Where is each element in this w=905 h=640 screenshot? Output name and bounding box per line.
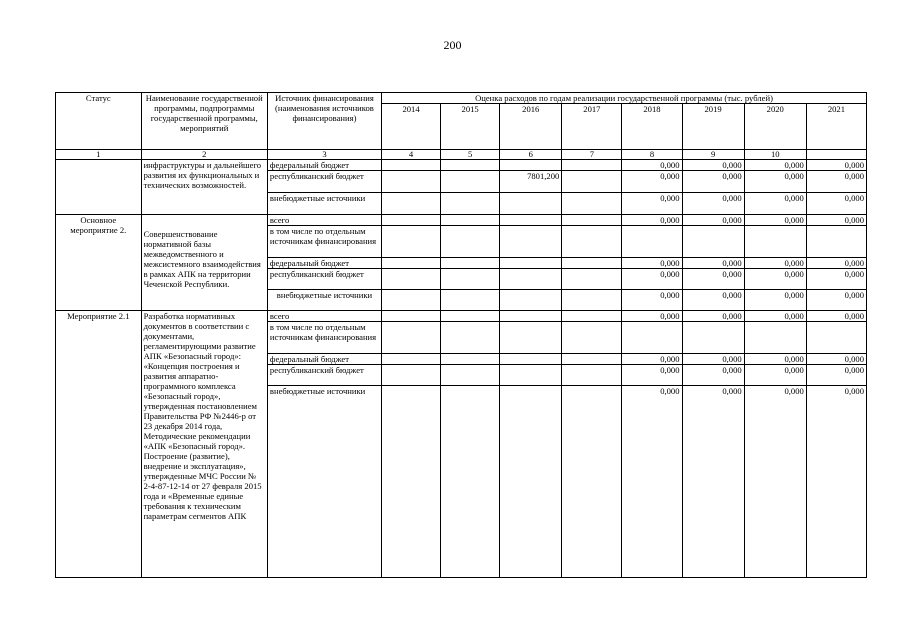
table-row xyxy=(56,311,867,322)
amount-cell xyxy=(562,215,622,226)
amount-cell xyxy=(441,311,500,322)
amount-cell: 0,000 xyxy=(622,215,682,226)
funding-source-cell: федеральный бюджет xyxy=(267,160,381,171)
amount-cell xyxy=(441,290,500,311)
amount-cell: 0,000 xyxy=(622,171,682,193)
amount-cell: 0,000 xyxy=(806,171,866,193)
amount-cell xyxy=(382,193,441,215)
column-number: 7 xyxy=(562,150,622,160)
amount-cell: 0,000 xyxy=(682,311,744,322)
amount-cell xyxy=(500,311,562,322)
amount-cell: 0,000 xyxy=(622,354,682,365)
amount-cell xyxy=(441,322,500,354)
amount-cell xyxy=(382,322,441,354)
column-number: 6 xyxy=(500,150,562,160)
amount-cell xyxy=(562,386,622,578)
amount-cell xyxy=(500,160,562,171)
amount-cell xyxy=(441,171,500,193)
amount-cell xyxy=(500,290,562,311)
amount-cell xyxy=(562,160,622,171)
header-year: 2018 xyxy=(622,104,682,150)
amount-cell xyxy=(622,226,682,258)
column-number: 8 xyxy=(622,150,682,160)
column-number: 4 xyxy=(382,150,441,160)
amount-cell xyxy=(382,215,441,226)
amount-cell: 0,000 xyxy=(806,215,866,226)
amount-cell: 0,000 xyxy=(682,354,744,365)
amount-cell: 0,000 xyxy=(682,193,744,215)
column-number: 2 xyxy=(141,150,267,160)
amount-cell: 0,000 xyxy=(806,193,866,215)
amount-cell: 0,000 xyxy=(682,290,744,311)
amount-cell: 0,000 xyxy=(806,354,866,365)
amount-cell xyxy=(382,354,441,365)
column-number: 9 xyxy=(682,150,744,160)
amount-cell: 0,000 xyxy=(744,269,806,290)
amount-cell: 0,000 xyxy=(622,269,682,290)
amount-cell: 0,000 xyxy=(622,258,682,269)
amount-cell: 0,000 xyxy=(682,365,744,386)
amount-cell xyxy=(382,258,441,269)
amount-cell xyxy=(441,193,500,215)
amount-cell xyxy=(441,215,500,226)
table-body xyxy=(56,160,867,578)
amount-cell xyxy=(500,215,562,226)
amount-cell xyxy=(500,193,562,215)
funding-source-cell: федеральный бюджет xyxy=(267,354,381,365)
header-year: 2021 xyxy=(806,104,866,150)
amount-cell xyxy=(382,171,441,193)
amount-cell: 0,000 xyxy=(682,386,744,578)
amount-cell xyxy=(682,226,744,258)
amount-cell: 0,000 xyxy=(622,386,682,578)
amount-cell: 0,000 xyxy=(744,365,806,386)
amount-cell: 0,000 xyxy=(622,193,682,215)
header-year: 2016 xyxy=(500,104,562,150)
amount-cell xyxy=(441,354,500,365)
header-year: 2014 xyxy=(382,104,441,150)
amount-cell: 0,000 xyxy=(806,160,866,171)
amount-cell: 0,000 xyxy=(744,160,806,171)
amount-cell: 0,000 xyxy=(806,311,866,322)
column-number xyxy=(806,150,866,160)
funding-source-cell: внебюджетные источники xyxy=(267,386,381,578)
amount-cell xyxy=(562,258,622,269)
header-year: 2020 xyxy=(744,104,806,150)
amount-cell: 0,000 xyxy=(806,290,866,311)
header-year: 2019 xyxy=(682,104,744,150)
amount-cell xyxy=(441,160,500,171)
column-number: 5 xyxy=(441,150,500,160)
amount-cell: 0,000 xyxy=(806,365,866,386)
amount-cell: 0,000 xyxy=(682,269,744,290)
status-cell: Основное мероприятие 2. xyxy=(56,215,142,311)
amount-cell xyxy=(744,226,806,258)
status-cell: Мероприятие 2.1 xyxy=(56,311,142,578)
amount-cell: 0,000 xyxy=(682,215,744,226)
amount-cell: 0,000 xyxy=(806,258,866,269)
amount-cell: 0,000 xyxy=(744,354,806,365)
header-year: 2017 xyxy=(562,104,622,150)
amount-cell: 0,000 xyxy=(806,269,866,290)
header-estimate: Оценка расходов по годам реализации государственной программы (тыс. рублей) xyxy=(382,93,867,104)
funding-source-cell: федеральный бюджет xyxy=(267,258,381,269)
amount-cell xyxy=(382,311,441,322)
amount-cell xyxy=(441,269,500,290)
amount-cell xyxy=(500,365,562,386)
column-number-row xyxy=(56,150,867,160)
amount-cell xyxy=(562,171,622,193)
amount-cell xyxy=(806,226,866,258)
header-status: Статус xyxy=(56,93,142,150)
funding-source-cell: в том числе по отдельным источникам финансирования xyxy=(267,226,381,258)
amount-cell xyxy=(500,322,562,354)
amount-cell xyxy=(441,258,500,269)
funding-source-cell: всего xyxy=(267,311,381,322)
column-number: 10 xyxy=(744,150,806,160)
amount-cell: 0,000 xyxy=(622,365,682,386)
funding-source-cell: республиканский бюджет xyxy=(267,171,381,193)
amount-cell xyxy=(441,226,500,258)
amount-cell xyxy=(562,226,622,258)
amount-cell: 0,000 xyxy=(682,171,744,193)
amount-cell xyxy=(382,365,441,386)
funding-source-cell: республиканский бюджет xyxy=(267,365,381,386)
table-header xyxy=(56,93,867,160)
amount-cell xyxy=(562,354,622,365)
amount-cell: 0,000 xyxy=(744,171,806,193)
measure-name-cell: инфраструктуры и дальнейшего развития их функциональных и технических возможностей. xyxy=(141,160,267,215)
amount-cell: 7801,200 xyxy=(500,171,562,193)
budget-table xyxy=(55,92,867,578)
amount-cell: 0,000 xyxy=(744,258,806,269)
amount-cell xyxy=(744,322,806,354)
amount-cell xyxy=(382,269,441,290)
header-year: 2015 xyxy=(441,104,500,150)
amount-cell xyxy=(382,290,441,311)
amount-cell xyxy=(441,386,500,578)
funding-source-cell: всего xyxy=(267,215,381,226)
amount-cell: 0,000 xyxy=(744,386,806,578)
amount-cell xyxy=(562,311,622,322)
amount-cell xyxy=(382,226,441,258)
column-number: 3 xyxy=(267,150,381,160)
amount-cell xyxy=(500,354,562,365)
amount-cell: 0,000 xyxy=(682,160,744,171)
amount-cell xyxy=(562,193,622,215)
amount-cell: 0,000 xyxy=(744,215,806,226)
page-number: 200 xyxy=(443,38,462,52)
amount-cell xyxy=(562,322,622,354)
table-row xyxy=(56,160,867,171)
column-number: 1 xyxy=(56,150,142,160)
amount-cell xyxy=(562,290,622,311)
amount-cell: 0,000 xyxy=(622,311,682,322)
amount-cell xyxy=(562,365,622,386)
funding-source-cell: республиканский бюджет xyxy=(267,269,381,290)
header-source: Источник финансирования (наименования источников финансирования) xyxy=(267,93,381,150)
funding-source-cell: внебюджетные источники xyxy=(267,290,381,311)
amount-cell: 0,000 xyxy=(682,258,744,269)
amount-cell: 0,000 xyxy=(622,290,682,311)
amount-cell xyxy=(500,269,562,290)
status-cell xyxy=(56,160,142,215)
amount-cell xyxy=(500,226,562,258)
amount-cell: 0,000 xyxy=(622,160,682,171)
amount-cell: 0,000 xyxy=(744,290,806,311)
amount-cell: 0,000 xyxy=(744,193,806,215)
amount-cell: 0,000 xyxy=(806,386,866,578)
measure-name-cell: Разработка нормативных документов в соответствии с документами, регламентирующими развитие АПК «Безопасный город»: «Концепция построения и развития аппаратно-программного комплекса «Безопасный город», утвержденная постановлением Правительства РФ №2446-р от 23 декабря 2014 года, Методические рекомендации «АПК «Безопасный город». Построение (развитие), внедрение и эксплуатация», утвержденные МЧС России № 2-4-87-12-14 от 27 февраля 2015 года и «Временные единые требования к техническим параметрам сегментов АПК xyxy=(141,311,267,578)
amount-cell xyxy=(382,160,441,171)
amount-cell xyxy=(441,365,500,386)
table-row xyxy=(56,215,867,226)
header-name: Наименование государственной программы, подпрограммы государственной программы, мероприятий xyxy=(141,93,267,150)
amount-cell xyxy=(500,386,562,578)
funding-source-cell: внебюджетные источники xyxy=(267,193,381,215)
amount-cell xyxy=(382,386,441,578)
amount-cell xyxy=(682,322,744,354)
measure-name-cell: Совершенствование нормативной базы межведомственного и межсистемного взаимодействия в рамках АПК на территории Чеченской Республики. xyxy=(141,215,267,311)
amount-cell xyxy=(622,322,682,354)
amount-cell xyxy=(562,269,622,290)
amount-cell: 0,000 xyxy=(744,311,806,322)
funding-source-cell: в том числе по отдельным источникам финансирования xyxy=(267,322,381,354)
amount-cell xyxy=(806,322,866,354)
amount-cell xyxy=(500,258,562,269)
